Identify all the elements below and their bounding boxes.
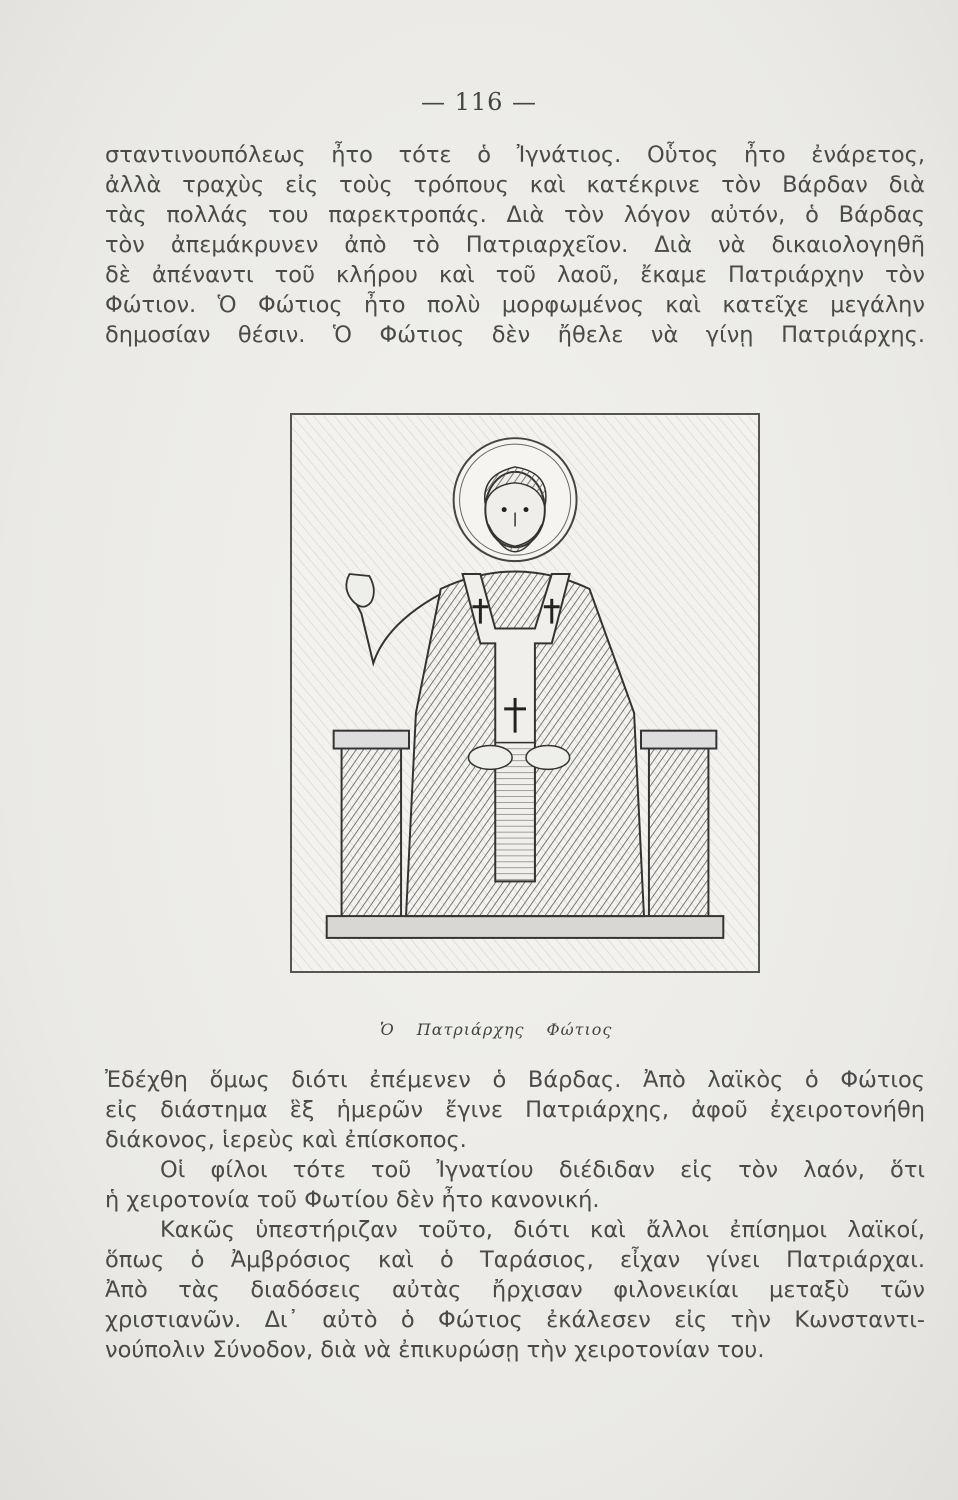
caption-word: Ὁ (380, 1020, 395, 1039)
text-line: Ἐδέχθη ὅμως διότι ἐπέμενεν ὁ Βάρδας. Ἀπὸ λαϊκὸς ὁ Φώτιος (105, 1067, 925, 1093)
text-line: Ἀπὸ τὰς διαδόσεις αὐτὰς ἤρχισαν φιλονεικίαι μεταξὺ τῶν (105, 1277, 925, 1303)
caption-word: Πατριάρχης (416, 1020, 525, 1039)
paragraph-bottom (105, 1065, 925, 1365)
figure-caption (380, 1020, 634, 1039)
text-line: χριστιανῶν. Δι᾿ αὐτὸ ὁ Φώτιος ἐκάλεσεν εἰς τὴν Κωνσταντι- (105, 1307, 925, 1333)
text-line: Οἱ φίλοι τότε τοῦ Ἰγνατίου διέδιδαν εἰς τὸν λαόν, ὅτι (160, 1157, 925, 1183)
text-line: ἀλλὰ τραχὺς εἰς τοὺς τρόπους καὶ κατέκρινε τὸν Βάρδαν διὰ (105, 172, 925, 198)
text-line: Κακῶς ὑπεστήριζαν τοῦτο, διότι καὶ ἄλλοι ἐπίσημοι λαϊκοί, (160, 1217, 925, 1243)
text-line: σταντινουπόλεως ἦτο τότε ὁ Ἰγνάτιος. Οὗτος ἦτο ἐνάρετος, (105, 142, 925, 168)
text-line: δὲ ἀπέναντι τοῦ κλήρου καὶ τοῦ λαοῦ, ἔκαμε Πατριάρχην τὸν (105, 262, 925, 288)
text-line: νούπολιν Σύνοδον, διὰ νὰ ἐπικυρώσῃ τὴν χειροτονίαν του. (105, 1337, 765, 1363)
text-line: Φώτιον. Ὁ Φώτιος ἦτο πολὺ μορφωμένος καὶ κατεῖχε μεγάλην (105, 292, 925, 318)
page-number: — 116 — (420, 88, 538, 116)
text-line: εἰς διάστημα ἓξ ἡμερῶν ἔγινε Πατριάρχης, ἀφοῦ ἐχειροτονήθη (105, 1097, 925, 1123)
paragraph-top (105, 140, 925, 350)
caption-word: Φώτιος (546, 1020, 613, 1039)
icon-drawing (292, 415, 758, 971)
text-line: ἡ χειροτονία τοῦ Φωτίου δὲν ἦτο κανονική. (105, 1187, 600, 1213)
patriarch-illustration (290, 413, 760, 973)
text-line: δημοσίαν θέσιν. Ὁ Φώτιος δὲν ἤθελε νὰ γίνῃ Πατριάρχης. (105, 322, 925, 348)
text-line: τὰς πολλάς του παρεκτροπάς. Διὰ τὸν λόγον αὐτόν, ὁ Βάρδας (105, 202, 925, 228)
text-line: διάκονος, ἱερεὺς καὶ ἐπίσκοπος. (105, 1127, 467, 1153)
text-line: τὸν ἀπεμάκρυνεν ἀπὸ τὸ Πατριαρχεῖον. Διὰ νὰ δικαιολογηθῆ (105, 232, 925, 258)
text-line: ὅπως ὁ Ἀμβρόσιος καὶ ὁ Ταράσιος, εἶχαν γίνει Πατριάρχαι. (105, 1247, 925, 1273)
